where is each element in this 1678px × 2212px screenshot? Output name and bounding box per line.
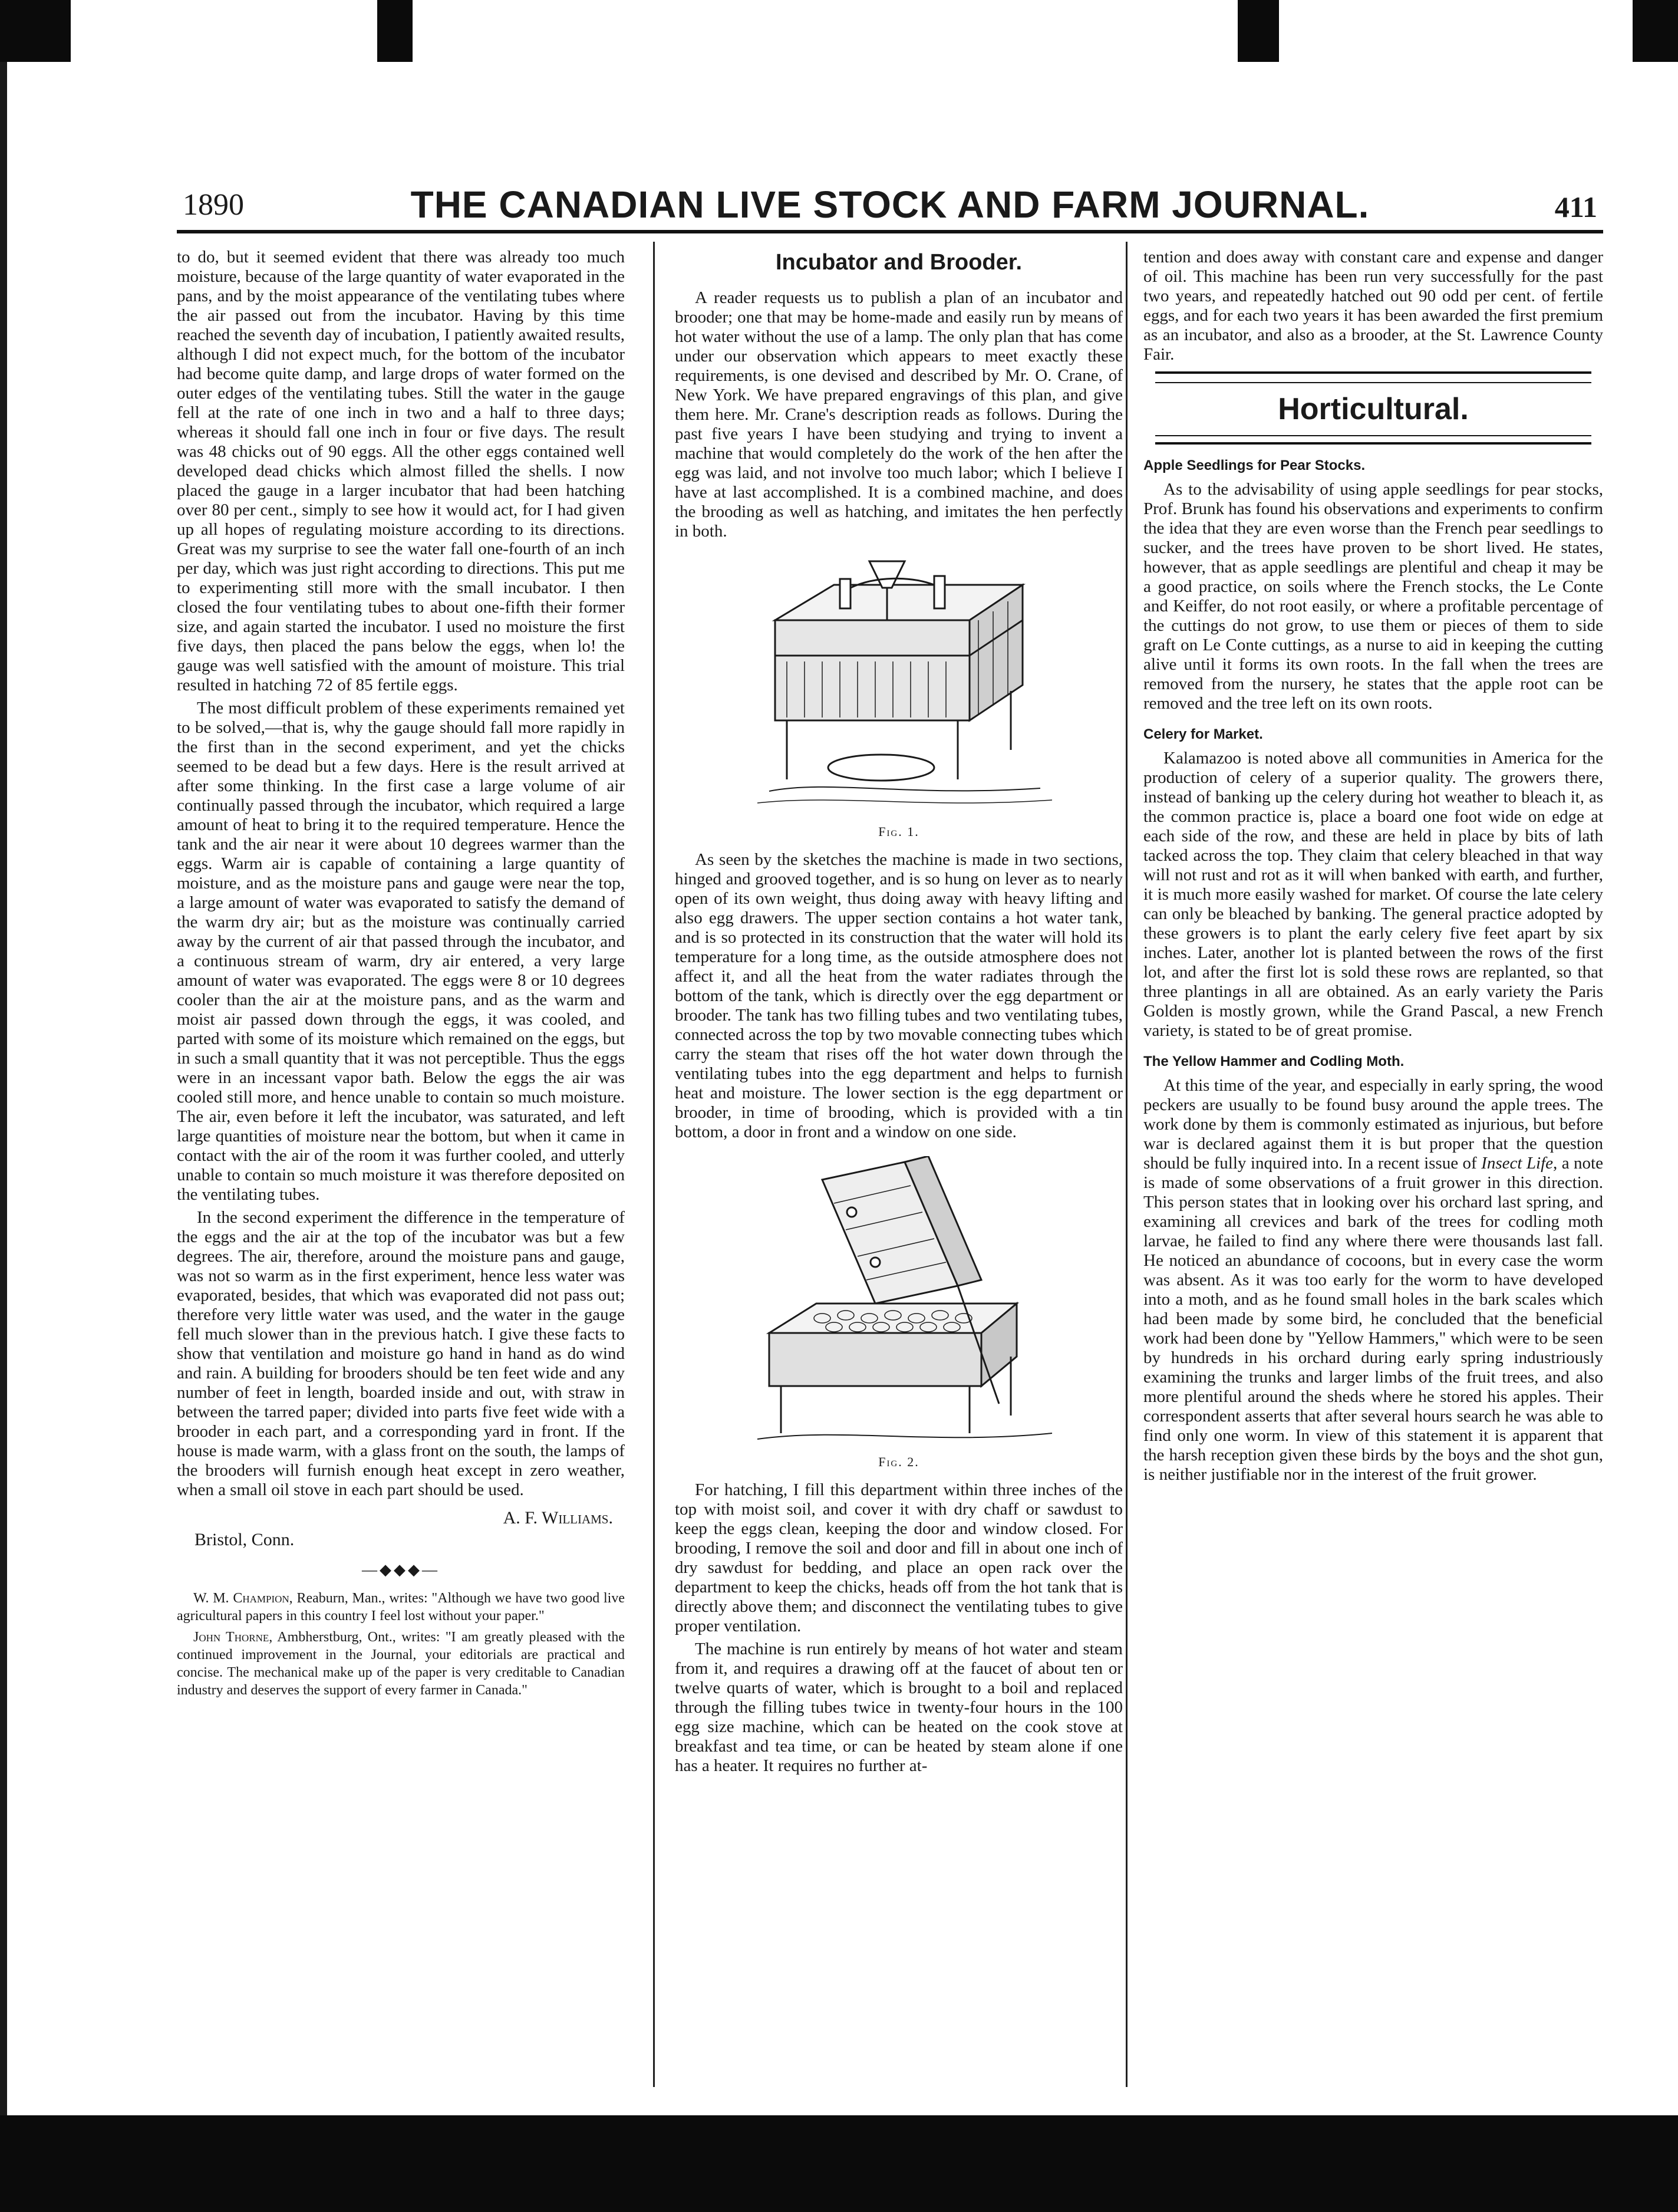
article-paragraph: Kalamazoo is noted above all communities in America for the production of celery of a superior quality. The growers there, instead of banking up the celery during hot weather to bleach it, as the common practice is, place a board one foot wide on edge at each side of the row, and these are held in place by bits of lath tacked across the top. They claim that celery bleached in that way will not rust and rot as it will when banked with earth, and further, it is much more easily washed for market. Of course the late celery can only be bleached by banking. The general practice adopted by these growers is to plant the early celery five feet apart by six inches. Later, another lot is planted between the rows of the first lot, and after the first lot is sold these rows are replanted, so that three plantings in all are obtained. As an early variety the Paris Golden is mostly grown, while the Grand Pascal, a new French variety, is stated to be of great promise. — [1143, 749, 1603, 1040]
column-rule-1 — [653, 242, 655, 2087]
column-rule-2 — [1126, 242, 1128, 2087]
article-paragraph: As to the advisability of using apple seedlings for pear stocks, Prof. Brunk has found his observations and experiments to confirm the idea that they are even worse than the French pear seedlings to sucker, and the trees have proven to be short lived. He states, however, that as apple seedlings are plentiful and cheap it may be a good practice, on soils where the French stocks, the Le Conte and Keiffer, do not root easily, or where a profitable percentage of the cuttings do not grow, to use them or pieces of them to side graft on Le Conte cuttings, as a nurse to aid in keeping the cutting alive until it forms its own roots. In the fall when the trees are removed from the nursery, he states that the apple root can be removed and the tree left on its own roots. — [1143, 480, 1603, 713]
article-heading: Incubator and Brooder. — [775, 250, 1023, 275]
reader-letter — [177, 1589, 625, 1625]
column-3 — [1143, 248, 1603, 2087]
article-paragraph — [1143, 1076, 1603, 1484]
article-subheading: Apple Seedlings for Pear Stocks. — [1143, 457, 1366, 473]
ornament-divider: —◆◆◆— — [362, 1561, 440, 1578]
article-paragraph: tention and does away with constant care and expense and danger of oil. This machine has been run very successfully for the past two years, and repeatedly hatched out 90 odd per cent. of fertile eggs, and for each two years it has been awarded the first premium as an incubator, and also as a brooder, at the St. Lawrence County Fair. — [1143, 248, 1603, 364]
article-paragraph: The most difficult problem of these experiments remained yet to be solved,—that is, why the gauge should fall more rapidly in the first than in the second experiment, and yet the chicks seemed to be dead but a few days. Here is the result arrived at after some thinking. In the first case a large volume of air continually passed through the incubator, which required a large amount of heat to bring it to the required temperature. Hence the tank and the air near it were about 10 degrees warmer than the eggs. Warm air is capable of containing a large quantity of moisture, and as the moisture pans and gauge were near the top, a large amount of water was evaporated to satisfy the demand of the warm dry air; but as the moisture was continually carried away by the current of air that passed through the incubator, and a continuous stream of warm, dry air entered, a very large amount of water was evaporated. The eggs were 8 or 10 degrees cooler than the air at the moisture pans, and as the warm and moist air passed down through the eggs, it was cooled, and parted with some of its moisture which remained on the eggs, but in such a small quantity that it was not perceptible. Thus the eggs were in an incessant vapor bath. Below the eggs the air was cooled still more, and hence unable to contain so much moisture. The air, even before it left the incubator, was saturated, and left large quantities of moisture near the bottom, but when it came in contact with the air of the room it was further cooled, and utterly unable to contain so much moisture it was therefore deposited on the ventilating tubes. — [177, 699, 625, 1204]
article-paragraph: The machine is run entirely by means of hot water and steam from it, and requires a drawing off at the faucet of about ten or twelve quarts of water, which is brought to a boil and replaced through the filling tubes twice in twenty-four hours in the 100 egg size machine, which can be heated on the cook stove at breakfast and tea time, or can be heated by steam alone if one has a heater. It requires no further at- — [675, 1640, 1123, 1775]
banner-rule-bottom — [1155, 435, 1591, 445]
author-signature: A. F. Williams. — [503, 1508, 613, 1528]
paragraph-text: , a note is made of some observations of a fruit grower in this direction. This person states that in looking over his orchard last spring, and examining all crevices and bark of the trees for codling moth larvae, he failed to find any where there were thousands last fall. He noticed an abundance of cocoons, but in every case the worm was absent. As it was too early for the worm to have developed into a moth, and as he found small holes in the bark scales which had been made by some bird, he concluded that the beneficial work had been done by "Yellow Hammers," which were to be seen by hundreds in his orchard during early spring industriously examining the trunks and larger limbs of the fruit trees, and also more plentiful around the sheds where he stored his apples. Their correspondent asserts that after several hours search he was able to find only one worm. In view of this statement it is apparent that the harsh reception given these birds by the boys and the shot gun, is neither justifiable nor in the interest of the fruit grower. — [1143, 1154, 1603, 1484]
page-header — [177, 177, 1603, 233]
article-paragraph: For hatching, I fill this department within three inches of the top with moist soil, and cover it with dry chaff or sawdust to keep the eggs clean, keeping the door and window closed. For brooding, I remove the soil and door and fill in about one inch of dry sawdust for bedding, and place an open rack over the department to keep the chicks, heads off from the hot tank that is directly above them; and disconnect the ventilating tubes to give proper ventilation. — [675, 1480, 1123, 1635]
paragraph-text: At this time of the year, and especially in early spring, the wood peckers are usually to be found busy around the apple trees. The work done by them is commonly estimated as injurious, but before war is declared against them it is but proper that the question should be fully inquired into. In a recent issue of — [1143, 1076, 1603, 1173]
newspaper-page — [177, 177, 1603, 2099]
section-banner — [1143, 371, 1603, 445]
article-paragraph: to do, but it seemed evident that there was already too much moisture, because of the large quantity of water evaporated in the pans, and by the moist appearance of the ventilating tubes where the air passed out from the incubator. Having by this time reached the seventh day of incubation, I patiently awaited results, although I did not expect much, for the bottom of the incubator had become quite damp, and large drops of water formed on the outer edges of the ventilating tubes. Still the water in the gauge fell at the rate of one inch in two and a half to three days; whereas it should fall one inch in four or five days. The result was 48 chicks out of 90 eggs. All the other eggs contained well developed dead chicks which almost filled the shells. I now placed the gauge in a larger incubator that had been hatching over 80 per cent., simply to see how it would act, for I had given up all hopes of regulating moisture according to its directions. Great was my surprise to see the water fall one-fourth of an inch per day, which was just right according to directions. This put me to experimenting still more with the small incubator. I then closed the four ventilating tubes to about one-fifth their former size, and again started the incubator. I used no moisture the first five days, then placed the pans below the eggs, when lo! the gauge was well satisfied with the amount of moisture. This trial resulted in hatching 72 of 85 fertile eggs. — [177, 248, 625, 694]
article-subheading: The Yellow Hammer and Codling Moth. — [1143, 1054, 1405, 1069]
article-paragraph: In the second experiment the difference in the temperature of the eggs and the air at the top of the incubator was but a few degrees. The air, therefore, around the moisture pans and gauge, was not so warm as in the first experiment, hence less water was evaporated, besides, that which was evaporated did not pass out; therefore very little water was used, and the water in the gauge fell much slower than in the previous hatch. I give these facts to show that ventilation and moisture go hand in hand as do wind and rain. A building for brooders should be ten feet wide and any number of feet in length, boarded inside and out, with straw in between the tarred paper; divided into parts five feet wide with a brooder in each part, and a corresponding yard in front. If the house is made warm, with a glass front on the south, the lamps of the brooders will furnish enough heat except in zero weather, when a small oil stove in each part should be used. — [177, 1208, 625, 1499]
letter-text: Reaburn, Man., writes: "Although we have two good live agricultural papers in this country I feel lost without your paper." — [177, 1591, 625, 1624]
letter-writer: John Thorne, — [193, 1630, 273, 1645]
article-paragraph: A reader requests us to publish a plan of an incubator and brooder; one that may be home-made and easily run by means of hot water without the use of a lamp. The only plan that has come under our observation which appears to meet exactly these requirements, is one devised and described by Mr. O. Crane, of New York. We have prepared engravings of this plan, and give them here. Mr. Crane's description reads as follows. During the past five years I have been studying and trying to invent a machine that would completely do the work of the hen after the egg was laid, and not involve too much labor; which I believe I have at last accomplished. It is a combined machine, and does the brooding as well as hatching, and imitates the hen perfectly in both. — [675, 288, 1123, 541]
section-title: Horticultural. — [1278, 392, 1469, 426]
banner-rule-top — [1155, 371, 1591, 383]
open-incubator-engraving-icon — [734, 1156, 1064, 1451]
article-subheading: Celery for Market. — [1143, 726, 1263, 742]
figure-incubator-closed — [687, 555, 1111, 840]
journal-title: THE CANADIAN LIVE STOCK AND FARM JOURNAL. — [410, 183, 1370, 226]
figure-caption: Fig. 2. — [878, 1454, 919, 1469]
figure-caption: Fig. 1. — [878, 824, 919, 839]
incubator-engraving-icon — [734, 555, 1064, 821]
column-2 — [675, 248, 1123, 2087]
reader-letter — [177, 1628, 625, 1699]
scan-left-edge — [0, 62, 7, 2115]
journal-reference: Insect Life — [1481, 1154, 1553, 1173]
page-number: 411 — [1554, 190, 1597, 223]
letter-writer: W. M. Champion, — [193, 1591, 293, 1606]
column-1 — [177, 248, 625, 2087]
author-location: Bristol, Conn. — [194, 1530, 295, 1549]
scan-top-border — [0, 0, 1678, 62]
figure-incubator-open — [687, 1156, 1111, 1470]
header-year: 1890 — [183, 188, 244, 222]
letter-text: Ambherstburg, Ont., writes: "I am greatly pleased with the continued improvement in the Journal, your editorials are practical and concise. The mechanical make up of the paper is very creditable to Canadian industry and deserves the support of every farmer in Canada." — [177, 1630, 625, 1698]
article-paragraph: As seen by the sketches the machine is made in two sections, hinged and grooved together, and is so hung on lever as to nearly open of its own weight, thus doing away with heavy lifting and also egg drawers. The upper section contains a hot water tank, and is so protected in its construction that the water will hold its temperature for a long time, as the outside atmosphere does not affect it, and all the heat from the water radiates through the bottom of the tank, which is directly over the egg department or brooder. The tank has two filling tubes and two ventilating tubes, connected across the top by two movable connecting tubes which carry the steam that rises off the hot water down through the ventilating tubes into the egg department and helps to furnish heat and moisture. The lower section is the egg department or brooder, in time of brooding, which is provided with a tin bottom, a door in front and a window on one side. — [675, 850, 1123, 1141]
scan-bottom-border — [0, 2115, 1678, 2212]
